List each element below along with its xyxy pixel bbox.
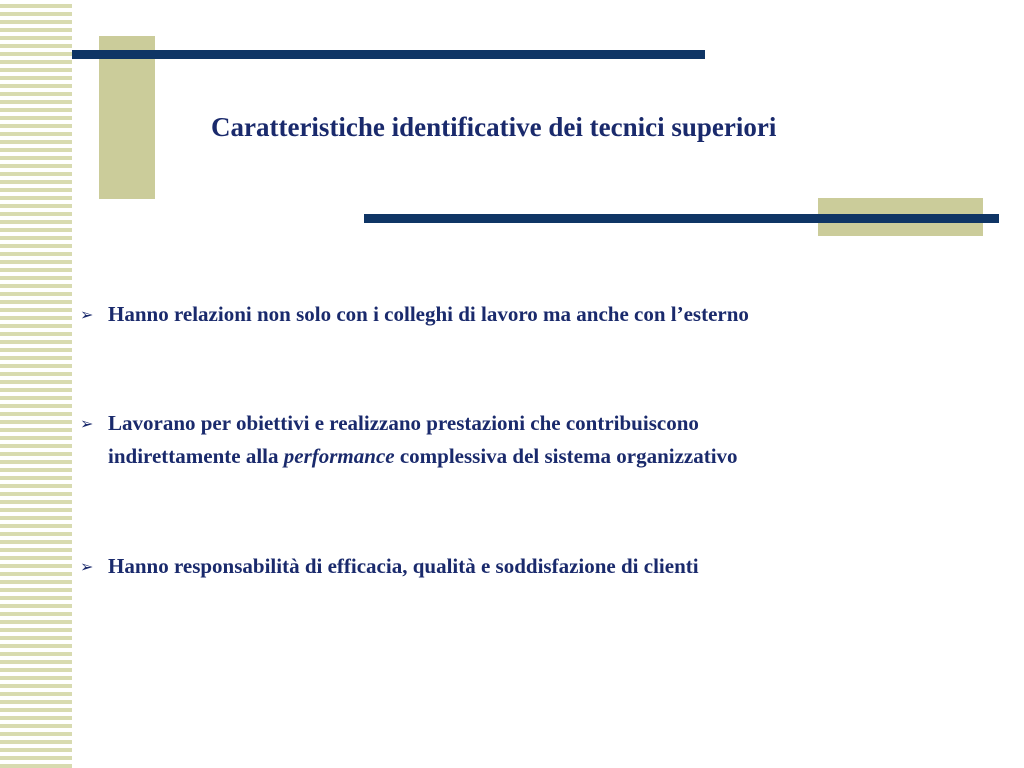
arrow-bullet-icon: ➢ (80, 414, 94, 433)
bullet-item (80, 407, 1000, 473)
arrow-bullet-icon: ➢ (80, 557, 94, 576)
decorative-navy-bar-top (72, 50, 705, 59)
decorative-navy-bar-bottom (364, 214, 999, 223)
bullet-text: Hanno responsabilità di efficacia, qualità e soddisfazione di clienti (108, 554, 699, 578)
slide-title: Caratteristiche identificative dei tecnici superiori (211, 112, 777, 142)
bullet-text-line2 (80, 440, 1000, 473)
bullet-item (80, 298, 1000, 331)
bullet-item (80, 550, 1000, 583)
bullet-text-line1: Lavorano per obiettivi e realizzano prestazioni che contribuiscono (108, 411, 699, 435)
decorative-stripe-strip (0, 0, 72, 768)
bullet-text-before-italic: indirettamente alla (108, 444, 284, 468)
decorative-olive-block-left (99, 36, 155, 199)
bullet-text: Hanno relazioni non solo con i colleghi di lavoro ma anche con l’esterno (108, 302, 749, 326)
bullet-text-after-italic: complessiva del sistema organizzativo (394, 444, 738, 468)
bullet-text-italic: performance (283, 444, 395, 468)
arrow-bullet-icon: ➢ (80, 305, 94, 324)
